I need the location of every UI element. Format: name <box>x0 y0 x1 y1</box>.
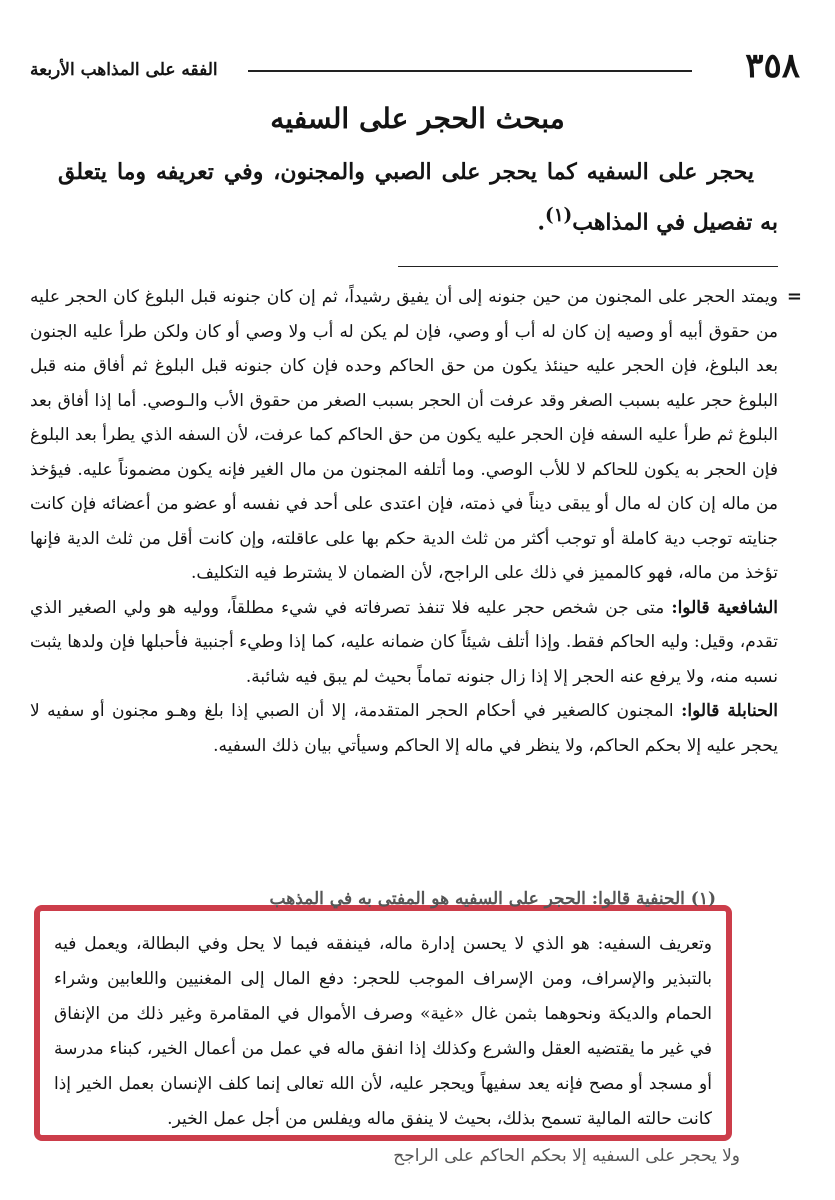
shafii-text: متى جن شخص حجر عليه فلا تنفذ تصرفاته في شيء مطلقاً، ووليه هو ولي الصغير الذي تقدم، وقيل: وليه الحاكم فقط. وإذا أتلف شيئاً كان ضمانه عليه، كما إذا وطيء أجنبية فأحبلها فإن ولدها يثبت نسبه منه، ولا يرفع عنه الحجر إلا إذا زال جنونه تماماً بحيث لم يبق فيه شائبة. <box>30 597 778 687</box>
shafii-paragraph <box>30 591 778 695</box>
highlight-box <box>34 889 732 1141</box>
footnote-ref: (١) <box>545 205 573 226</box>
hanbali-text: المجنون كالصغير في أحكام الحجر المتقدمة، إلا أن الصبي إذا بلغ وهـو مجنون أو سفيه لا يحجر عليه إلا بحكم الحاكم، ولا ينظر في ماله إلا الحاكم وسيأتي بيان ذلك السفيه. <box>30 701 778 756</box>
bottom-cut-line: ولا يحجر على السفيه إلا بحكم الحاكم على الراجح <box>393 1146 740 1166</box>
footnote-separator <box>398 266 778 267</box>
shafii-label: الشافعية قالوا: <box>671 597 779 618</box>
highlighted-text: وتعريف السفيه: هو الذي لا يحسن إدارة ماله، فينفقه فيما لا يحل وفي البطالة، ويعمل فيه بالتبذير والإسراف، ومن الإسراف الموجب للحجر: دفع المال إلى المغنيين واللعابين وشراء الحمام والديكة ونحوهما بثمن غال «غية» وصرف الأموال في المقامرة وغير ذلك من الإنفاق في غير ما يقتضيه العقل والشرع وكذلك إذا انفق ماله في عمل من أعمال الخير، كبناء مدرسة أو مسجد أو مصح فإنه يعد سفيهاً ويحجر عليه، لأن الله تعالى إنما كلف الإنسان بعمل الخير إذا كانت حالته المالية تسمح بذلك، بحيث لا ينفق ماله ويفلس من أجل عمل الخير. <box>54 934 713 1129</box>
footnotes <box>30 280 802 763</box>
header-rule <box>248 70 692 72</box>
hanbali-label: الحنابلة قالوا: <box>681 701 778 721</box>
partially-covered-line: (١) الحنفية قالوا: الحجر على السفيه هو المفتى به في المذهب <box>269 889 716 909</box>
section-title: مبحث الحجر على السفيه <box>270 102 565 135</box>
page-number: ٣٥٨ <box>745 46 800 86</box>
intro-text: يحجر على السفيه كما يحجر على الصبي والمجنون، وفي تعريفه وما يتعلق به تفصيل في المذاهب <box>58 159 778 236</box>
intro-paragraph <box>58 150 778 244</box>
continuation-mark: = <box>786 286 802 307</box>
running-header <box>30 46 800 90</box>
intro-end: . <box>537 209 546 236</box>
book-title: الفقه على المذاهب الأربعة <box>30 60 218 80</box>
footnote-continuation <box>30 280 802 591</box>
hanbali-paragraph <box>30 694 778 763</box>
continuation-text: ويمتد الحجر على المجنون من حين جنونه إلى أن يفيق رشيداً، ثم إن كان جنونه قبل البلوغ كان الحجر عليه من حقوق أبيه أو وصيه إن كان له أب أو وصي، فإن لم يكن له أب ولا وصي أو كان ولكن طرأ عليه الجنون بعد البلوغ، فإن الحجر عليه حينئذ يكون من حق الحاكم وحده فإن كان جنونه قبل البلوغ ثم أفاق منه قبل البلوغ حجر عليه بسبب الصغر وقد عرفت أن الحجر بسبب الصغر من حقوق الأب والـوصي. أما إذا أفاق بعد البلوغ ثم طرأ عليه السفه فإن الحجر عليه يكون من حق الحاكم كما عرفت، لأن السفه الذي يطرأ بعد البلوغ فإن الحجر به يكون للحاكم لا للأب الوصي. وما أتلفه المجنون من مال الغير فإنه يكون مضموناً عليه. فيؤخذ من ماله إن كان له مال أو يبقى ديناً في ذمته، فإن اعتدى على أحد في نفسه أو عضو من أعضائه فإن كانت جنايته توجب دية كاملة أو توجب أكثر من ثلث الدية حكم بها على عاقلته، وإن كانت أقل من ثلث الدية فإنها تؤخذ من ماله، فهو كالمميز في ذلك على الراجح، لأن الضمان لا يشترط فيه التكليف. <box>30 287 778 583</box>
